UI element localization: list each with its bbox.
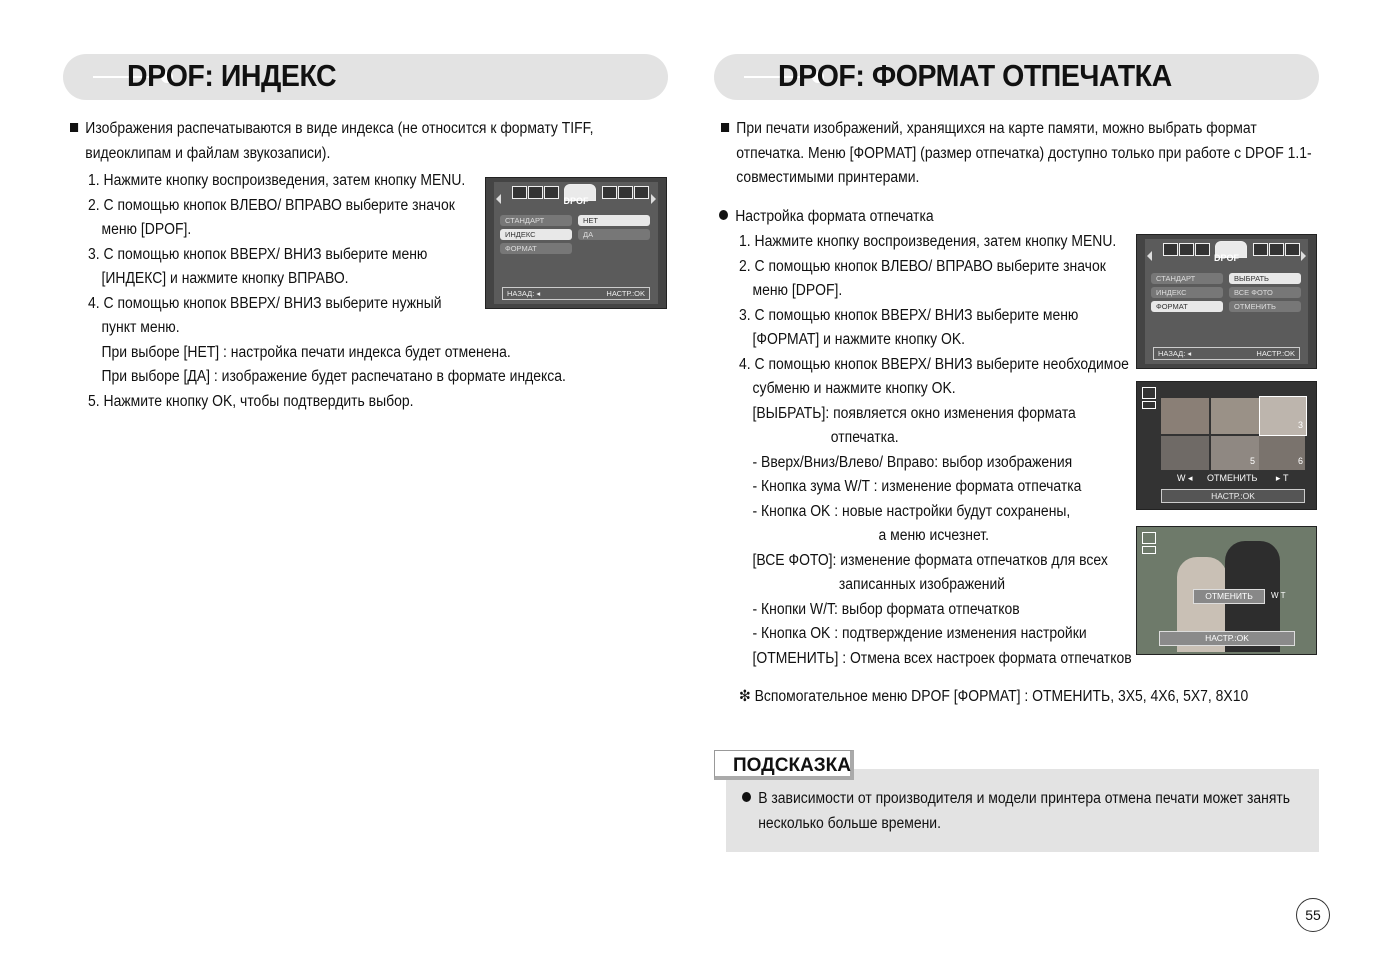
left-step: 2. С помощью кнопок ВЛЕВО/ ВПРАВО выберите значок bbox=[88, 196, 455, 214]
hint-label: ПОДСКАЗКА bbox=[714, 750, 854, 780]
hint-text bbox=[742, 787, 1290, 836]
screen-footer bbox=[1153, 347, 1300, 360]
thumb-number: 6 bbox=[1298, 456, 1304, 466]
wt-label: W T bbox=[1271, 591, 1286, 600]
playback-icon bbox=[1142, 532, 1156, 544]
battery-icon bbox=[1142, 546, 1156, 554]
right-intro bbox=[721, 117, 1312, 191]
left-intro bbox=[70, 117, 594, 166]
screen-footer bbox=[502, 287, 650, 300]
menu-item: СТАНДАРТ bbox=[1151, 273, 1223, 284]
setup-heading-text: Настройка формата отпечатка bbox=[735, 208, 934, 225]
lcd bbox=[494, 182, 658, 304]
setup-heading bbox=[719, 205, 934, 230]
menu-item: ФОРМАТ bbox=[500, 243, 572, 254]
right-step: 3. С помощью кнопок ВВЕРХ/ ВНИЗ выберите меню bbox=[739, 306, 1079, 324]
menu-title: DPOF bbox=[1213, 253, 1239, 263]
square-bullet-icon bbox=[721, 123, 729, 132]
thumbnail-photo bbox=[1161, 436, 1209, 470]
submenu-item: ВСЕ ФОТО bbox=[1229, 287, 1301, 298]
left-intro-line2: видеоклипам и файлам звукозаписи). bbox=[85, 144, 331, 162]
left-intro-line1: Изображения распечатываются в виде индекса (не относится к формату TIFF, bbox=[85, 120, 594, 137]
left-step: [ИНДЕКС] и нажмите кнопку ВПРАВО. bbox=[101, 270, 349, 287]
footer-back: НАЗАД: ◂ bbox=[1158, 349, 1192, 358]
left-step: меню [DPOF]. bbox=[101, 221, 192, 238]
footer-back: НАЗАД: ◂ bbox=[507, 289, 541, 298]
cancel-label: ОТМЕНИТЬ bbox=[1207, 473, 1258, 483]
menu-title: DPOF bbox=[563, 196, 589, 206]
submenu-note: ❇ Вспомогательное меню DPOF [ФОРМАТ] : ОТМЕНИТЬ, 3X5, 4X6, 5X7, 8X10 bbox=[739, 688, 1249, 705]
right-step: - Вверх/Вниз/Влево/ Вправо: выбор изображения bbox=[752, 453, 1073, 471]
right-page-title: DPOF: ФОРМАТ ОТПЕЧАТКА bbox=[778, 58, 1172, 93]
right-step: меню [DPOF]. bbox=[752, 282, 843, 299]
footer-ok: НАСТР.:OK bbox=[1256, 349, 1295, 358]
right-intro-line: отпечатка. Меню [ФОРМАТ] (размер отпечатка) доступно только при работе с DPOF 1.1- bbox=[736, 144, 1312, 162]
right-step: [ОТМЕНИТЬ] : Отмена всех настроек формата отпечатков bbox=[752, 649, 1132, 667]
submenu-item-selected: НЕТ bbox=[578, 215, 650, 226]
camera-screen-index bbox=[485, 177, 667, 309]
ok-bar: НАСТР.:OK bbox=[1159, 631, 1295, 646]
round-bullet-icon bbox=[742, 792, 751, 802]
left-step: 3. С помощью кнопок ВВЕРХ/ ВНИЗ выберите меню bbox=[88, 245, 428, 263]
right-step: [ФОРМАТ] и нажмите кнопку OK. bbox=[752, 331, 966, 348]
right-intro-line: При печати изображений, хранящихся на карте памяти, можно выбрать формат bbox=[736, 120, 1257, 137]
right-step: - Кнопки W/T: выбор формата отпечатков bbox=[752, 600, 1020, 618]
thumb-number: 3 bbox=[1298, 420, 1304, 430]
menu-item-selected: ФОРМАТ bbox=[1151, 301, 1223, 312]
ok-bar: НАСТР.:OK bbox=[1161, 489, 1305, 503]
left-step: пункт меню. bbox=[101, 319, 180, 336]
menu-item: СТАНДАРТ bbox=[500, 215, 572, 226]
thumbnail-photo-selected bbox=[1259, 396, 1307, 436]
right-steps bbox=[739, 230, 1132, 671]
right-step: субменю и нажмите кнопку OK. bbox=[752, 380, 956, 397]
right-step: 2. С помощью кнопок ВЛЕВО/ ВПРАВО выберите значок bbox=[739, 257, 1106, 275]
thumbnail-photo bbox=[1161, 398, 1209, 434]
round-bullet-icon bbox=[719, 210, 728, 220]
right-step: 4. С помощью кнопок ВВЕРХ/ ВНИЗ выберите необходимое bbox=[739, 355, 1129, 373]
left-page-title: DPOF: ИНДЕКС bbox=[127, 58, 337, 93]
zoom-t-label: ▸ T bbox=[1275, 473, 1289, 483]
right-step: отпечатка. bbox=[830, 429, 899, 446]
right-step: [ВЫБРАТЬ]: появляется окно изменения формата bbox=[752, 404, 1076, 422]
submenu-item: ОТМЕНИТЬ bbox=[1229, 301, 1301, 312]
left-step: При выборе [НЕТ] : настройка печати индекса будет отменена. bbox=[101, 343, 511, 361]
left-step: При выборе [ДА] : изображение будет распечатано в формате индекса. bbox=[101, 368, 566, 385]
hint-line2: несколько больше времени. bbox=[758, 814, 941, 832]
right-title-bar bbox=[714, 54, 1319, 100]
menu-item: ИНДЕКС bbox=[1151, 287, 1223, 298]
right-intro-line: совместимыми принтерами. bbox=[736, 169, 920, 186]
cancel-bar: ОТМЕНИТЬ bbox=[1193, 589, 1265, 604]
left-step: 4. С помощью кнопок ВВЕРХ/ ВНИЗ выберите нужный bbox=[88, 294, 442, 312]
left-title-bar bbox=[63, 54, 668, 100]
submenu-item-selected: ВЫБРАТЬ bbox=[1229, 273, 1301, 284]
lcd bbox=[1145, 239, 1308, 364]
submenu-item: ДА bbox=[578, 229, 650, 240]
right-step: 1. Нажмите кнопку воспроизведения, затем кнопку MENU. bbox=[739, 233, 1117, 250]
zoom-bar bbox=[1177, 473, 1307, 484]
right-step: записанных изображений bbox=[838, 576, 1006, 593]
camera-screen-format bbox=[1136, 234, 1317, 369]
right-step: - Кнопка OK : новые настройки будут сохранены, bbox=[752, 502, 1071, 520]
right-step: - Кнопка OK : подтверждение изменения настройки bbox=[752, 625, 1087, 642]
left-step: 1. Нажмите кнопку воспроизведения, затем кнопку MENU. bbox=[88, 172, 466, 189]
page-number: 55 bbox=[1296, 898, 1330, 932]
camera-screen-select bbox=[1136, 381, 1317, 510]
right-step: - Кнопка зума W/T : изменение формата отпечатка bbox=[752, 478, 1082, 495]
battery-icon bbox=[1142, 401, 1156, 409]
playback-icon bbox=[1142, 387, 1156, 399]
footer-ok: НАСТР.:OK bbox=[606, 289, 645, 298]
left-step: 5. Нажмите кнопку OK, чтобы подтвердить выбор. bbox=[88, 392, 414, 410]
thumb-number: 5 bbox=[1250, 456, 1256, 466]
hint-line1: В зависимости от производителя и модели принтера отмена печати может занять bbox=[758, 790, 1291, 807]
right-step: [ВСЕ ФОТО]: изменение формата отпечатков для всех bbox=[752, 551, 1108, 569]
zoom-w-label: W ◂ bbox=[1177, 473, 1193, 483]
camera-screen-all-photos bbox=[1136, 526, 1317, 655]
square-bullet-icon bbox=[70, 123, 78, 132]
right-step: а меню исчезнет. bbox=[878, 527, 989, 544]
menu-item-selected: ИНДЕКС bbox=[500, 229, 572, 240]
thumbnail-photo bbox=[1211, 398, 1259, 434]
